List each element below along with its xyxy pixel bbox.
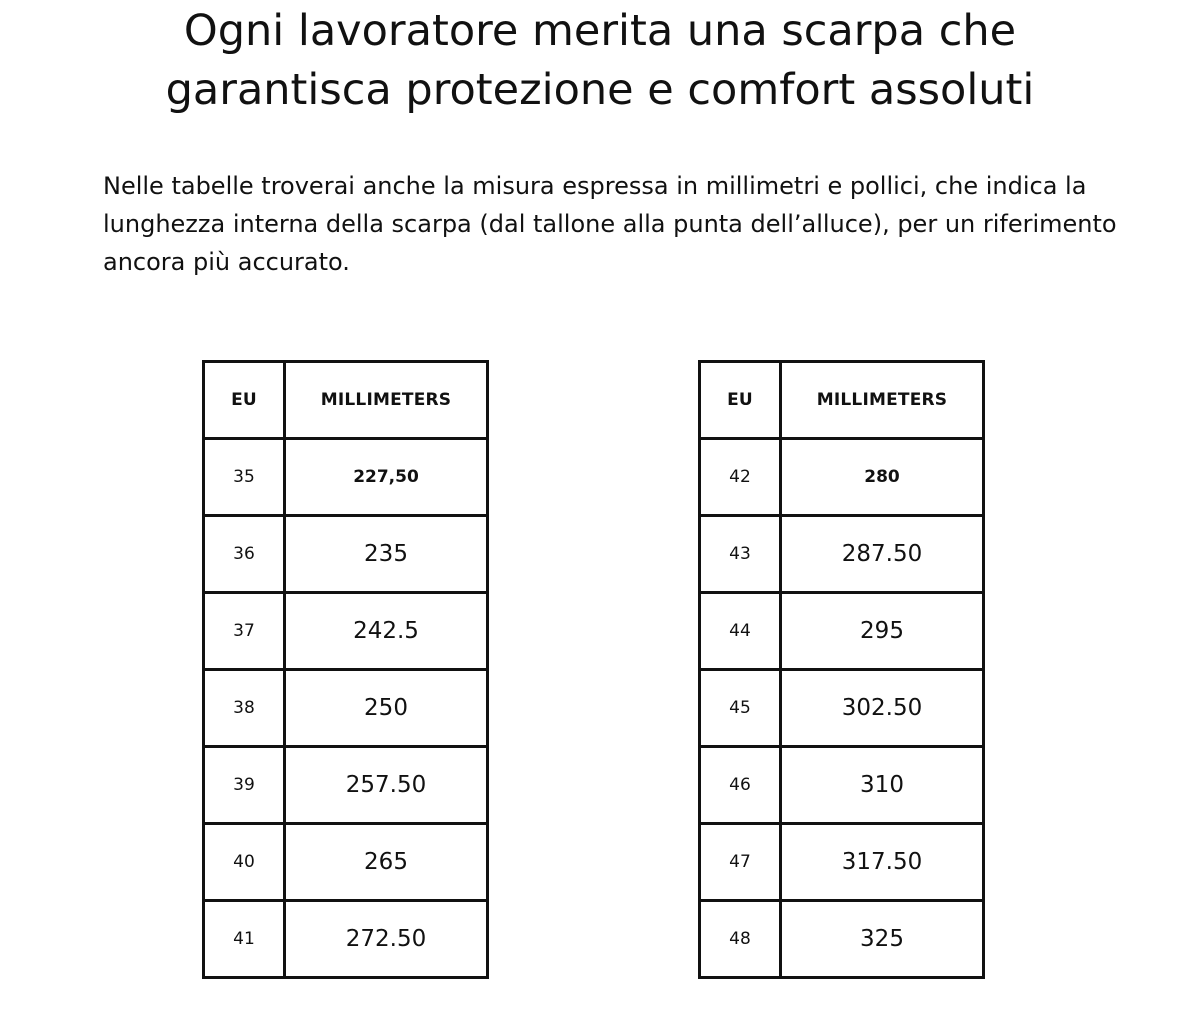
table-row xyxy=(204,593,488,670)
millimeters-cell: 325 xyxy=(781,901,984,978)
millimeters-cell: 257.50 xyxy=(285,747,488,824)
eu-size-cell: 35 xyxy=(204,439,285,516)
millimeters-cell: 227,50 xyxy=(285,439,488,516)
millimeters-cell: 280 xyxy=(781,439,984,516)
eu-size-cell: 43 xyxy=(700,516,781,593)
header-eu: EU xyxy=(700,362,781,439)
eu-size-cell: 38 xyxy=(204,670,285,747)
millimeters-cell: 235 xyxy=(285,516,488,593)
eu-size-cell: 46 xyxy=(700,747,781,824)
millimeters-cell: 265 xyxy=(285,824,488,901)
table-header-row xyxy=(700,362,984,439)
millimeters-cell: 272.50 xyxy=(285,901,488,978)
header-millimeters: MILLIMETERS xyxy=(781,362,984,439)
eu-size-cell: 47 xyxy=(700,824,781,901)
table-row xyxy=(700,901,984,978)
millimeters-cell: 310 xyxy=(781,747,984,824)
millimeters-cell: 317.50 xyxy=(781,824,984,901)
table-row xyxy=(204,824,488,901)
eu-size-cell: 39 xyxy=(204,747,285,824)
page-headline xyxy=(100,2,1100,120)
eu-size-cell: 42 xyxy=(700,439,781,516)
eu-size-cell: 45 xyxy=(700,670,781,747)
eu-size-cell: 41 xyxy=(204,901,285,978)
eu-size-cell: 36 xyxy=(204,516,285,593)
millimeters-cell: 302.50 xyxy=(781,670,984,747)
table-header-row xyxy=(204,362,488,439)
eu-size-cell: 44 xyxy=(700,593,781,670)
table-row xyxy=(204,747,488,824)
table-row xyxy=(700,593,984,670)
eu-size-cell: 48 xyxy=(700,901,781,978)
table-row xyxy=(700,439,984,516)
millimeters-cell: 250 xyxy=(285,670,488,747)
table-row xyxy=(204,516,488,593)
millimeters-cell: 287.50 xyxy=(781,516,984,593)
eu-size-cell: 37 xyxy=(204,593,285,670)
headline-line-1: Ogni lavoratore merita una scarpa che xyxy=(183,6,1017,56)
size-table-right xyxy=(698,360,985,979)
millimeters-cell: 295 xyxy=(781,593,984,670)
table-row xyxy=(700,516,984,593)
table-row xyxy=(700,670,984,747)
table-row xyxy=(700,747,984,824)
table-row xyxy=(700,824,984,901)
intro-paragraph: Nelle tabelle troverai anche la misura espressa in millimetri e pollici, che indica la lunghezza interna della scarpa (dal tallone alla punta dell’alluce), per un riferimento ancora più accurato. xyxy=(103,172,1117,276)
table-row xyxy=(204,901,488,978)
eu-size-cell: 40 xyxy=(204,824,285,901)
header-eu: EU xyxy=(204,362,285,439)
table-row xyxy=(204,439,488,516)
headline-line-2: garantisca protezione e comfort assoluti xyxy=(165,65,1035,115)
millimeters-cell: 242.5 xyxy=(285,593,488,670)
header-millimeters: MILLIMETERS xyxy=(285,362,488,439)
size-table-left xyxy=(202,360,489,979)
table-row xyxy=(204,670,488,747)
